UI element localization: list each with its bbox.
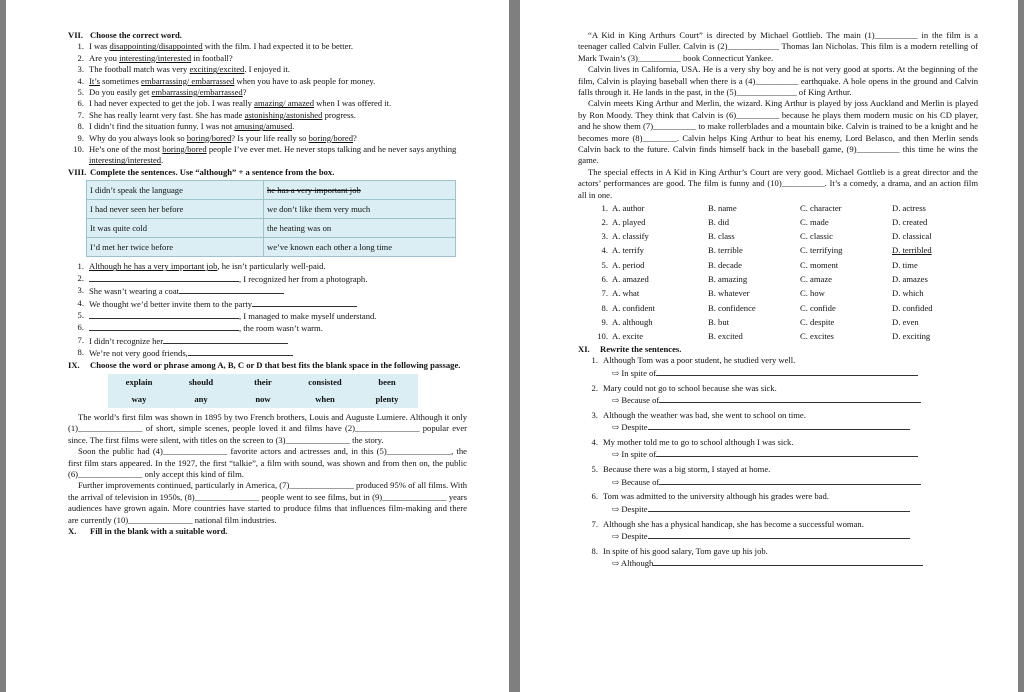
- word-cell: any: [194, 393, 208, 404]
- option-cell: C. confide: [800, 302, 836, 313]
- item-number: 5.: [77, 87, 84, 98]
- list-item: [68, 347, 467, 359]
- list-item: [68, 41, 467, 52]
- option-cell: B. decade: [708, 259, 742, 270]
- item-text: [89, 310, 376, 322]
- item-text: [89, 53, 233, 64]
- item-number: 4.: [77, 297, 84, 308]
- word-choice: boring/bored: [186, 132, 232, 143]
- option-cell: B. confidence: [708, 302, 756, 313]
- item-number: 1.: [77, 41, 84, 52]
- option-cell: D. exciting: [892, 331, 931, 342]
- box-cell: the heating was on: [264, 219, 456, 238]
- list-item: [68, 298, 467, 310]
- word-choice: astonishing/astonished: [244, 109, 323, 120]
- item-number: 2.: [591, 382, 598, 393]
- box-cell: It was quite cold: [87, 219, 264, 238]
- item-number: 8.: [77, 347, 84, 358]
- item-text: Although she has a physical handicap, she has become a successful woman.: [603, 518, 864, 529]
- option-cell: C. classic: [800, 231, 833, 242]
- option-cell: A. excite: [612, 331, 644, 342]
- rewrite-item: [578, 491, 978, 502]
- word-choice: boring/bored: [162, 144, 207, 155]
- answer-blank: [656, 448, 918, 457]
- option-row: [578, 215, 972, 229]
- list-item: [68, 335, 467, 347]
- word-cell: when: [315, 393, 335, 404]
- item-text: [89, 76, 375, 87]
- item-text: [89, 41, 353, 52]
- box-cell: I’d met her twice before: [87, 238, 264, 257]
- option-row: [578, 230, 972, 244]
- item-text-part: , I recognized her from a photograph.: [239, 273, 368, 284]
- option-cell: D. even: [892, 316, 919, 327]
- option-number: 7.: [601, 288, 608, 299]
- option-row: [578, 301, 972, 315]
- item-number: 3.: [77, 285, 84, 296]
- option-cell: C. how: [800, 288, 825, 299]
- box-cell: we’ve known each other a long time: [264, 238, 456, 257]
- word-row: [108, 374, 418, 391]
- option-cell: A. what: [612, 288, 640, 299]
- word-cell: way: [131, 393, 147, 404]
- item-number: 3.: [591, 409, 598, 420]
- item-text-part: , he isn’t particularly well-paid.: [217, 261, 326, 272]
- list-item: [68, 285, 467, 297]
- item-text-part: I didn’t recognize her: [89, 335, 164, 346]
- answer-lead: ⇨ Although: [612, 558, 654, 569]
- word-cell: their: [254, 376, 272, 387]
- item-text: Although the weather was bad, she went to school on time.: [603, 409, 806, 420]
- word-choice: It’s: [89, 75, 100, 86]
- option-cell: D. amazes: [892, 274, 928, 285]
- item-text-part: in football?: [191, 52, 233, 63]
- box-row: [87, 181, 456, 200]
- item-text-part: when I was offered it.: [314, 98, 392, 109]
- word-choice: interesting/interested: [119, 52, 192, 63]
- option-cell: C. amaze: [800, 274, 832, 285]
- word-choice: exciting/excited: [189, 64, 245, 75]
- list-item: [68, 310, 467, 322]
- option-cell: A. period: [612, 259, 645, 270]
- word-cell: explain: [125, 376, 153, 387]
- option-cell: B. whatever: [708, 288, 750, 299]
- answer-lead: ⇨ Despite: [612, 531, 648, 542]
- item-text: [89, 298, 357, 310]
- item-text-part: I had never expected to get the job. I was really: [89, 98, 255, 109]
- option-number: 1.: [601, 202, 608, 213]
- option-cell: C. despite: [800, 316, 835, 327]
- list-item: [68, 110, 467, 121]
- rewrite-item: [578, 464, 978, 475]
- answer-blank: [659, 394, 921, 403]
- option-row: [578, 201, 972, 215]
- item-text: [89, 64, 290, 75]
- item-text-part: . I enjoyed it.: [244, 64, 290, 75]
- option-row: [578, 315, 972, 329]
- item-text-part: He’s one of the most: [89, 144, 163, 155]
- film-paragraph-1: “A Kid in King Arthurs Court” is directed by Michael Gottlieb. The main (1)__________ in the film is a teenager called Calvin Fuller. Calvin is (2)____________ Thomas Ian Nicholas. This film is a modern retelling of Mark Twain’s (3)__________ book Connecticut Yankee.: [578, 30, 978, 63]
- option-cell: D. terribled: [892, 245, 932, 256]
- item-text: Because there was a big storm, I stayed at home.: [603, 464, 771, 475]
- rewrite-answer: [578, 394, 978, 406]
- answer-lead: ⇨ In spite of: [612, 449, 657, 460]
- word-choice: amusing/amused: [234, 121, 293, 132]
- list-item: [68, 121, 467, 132]
- option-cell: A. amazed: [612, 274, 649, 285]
- item-number: 9.: [77, 132, 84, 143]
- item-text-part: ?: [353, 132, 357, 143]
- answer-blank: [252, 298, 357, 307]
- answer-lead: ⇨ Because of: [612, 395, 660, 406]
- answer-lead: ⇨ Despite: [612, 503, 648, 514]
- rewrite-item: [578, 383, 978, 394]
- item-text: [89, 133, 357, 144]
- item-text: Although Tom was a poor student, he studied very well.: [603, 355, 796, 366]
- word-choice: amazing/ amazed: [254, 98, 315, 109]
- item-number: 8.: [77, 121, 84, 132]
- passage-paragraph-3: Further improvements continued, particularly in America, (7)_______________ produced 95% of all films. With the arrival of television in 1950s, (8)_______________ people went to see films, but in (9)_______________ years audiences have grown again. More countries have started to produce films that influences film-making and there are currently (10)_______________ national film industries.: [68, 480, 467, 525]
- rewrite-item: [578, 355, 978, 366]
- answer-blank: [659, 476, 921, 485]
- answer-blank: [648, 421, 910, 430]
- rewrite-answer: [578, 448, 978, 460]
- item-text-part: We thought we’d better invite them to the party: [89, 298, 253, 309]
- list-item: [68, 261, 467, 272]
- item-number: 2.: [77, 52, 84, 63]
- answer-example: Although he has a very important job: [89, 261, 218, 272]
- option-row: [578, 330, 972, 344]
- option-cell: A. played: [612, 216, 646, 227]
- item-text: Mary could not go to school because she was sick.: [603, 382, 777, 393]
- answer-blank: [648, 503, 910, 512]
- option-number: 4.: [601, 245, 608, 256]
- item-text: [89, 98, 391, 109]
- answer-blank: [653, 557, 923, 566]
- answer-lead: ⇨ Despite: [612, 422, 648, 433]
- answer-blank: [656, 367, 918, 376]
- item-text: [89, 110, 356, 121]
- box-cell: we don’t like them very much: [264, 200, 456, 219]
- list-item: [68, 87, 467, 98]
- item-text-part: ? Is your life really so: [231, 132, 309, 143]
- item-text: [89, 261, 326, 272]
- list-item: [68, 133, 467, 144]
- item-text-part: , the room wasn’t warm.: [239, 323, 323, 334]
- item-text: [89, 335, 288, 347]
- item-text-part: Do you easily get: [89, 87, 152, 98]
- item-text-part: She has really learnt very fast. She has made: [89, 109, 245, 120]
- option-cell: C. moment: [800, 259, 839, 270]
- option-cell: B. amazing: [708, 274, 748, 285]
- option-cell: A. although: [612, 316, 653, 327]
- answer-lead: ⇨ Because of: [612, 476, 660, 487]
- passage-paragraph-2: Soon the public had (4)_______________ favorite actors and actresses and, in this (5)_______________, the first film stars appeared. In the 1927, the first “talkie”, a film with sound, was shown and from then on, the public (6)_______________ only accept this kind of film.: [68, 446, 467, 479]
- option-cell: C. made: [800, 216, 829, 227]
- item-number: 7.: [77, 109, 84, 120]
- rewrite-item: [578, 546, 978, 557]
- box-cell: he has a very important job: [264, 181, 456, 200]
- item-text: My mother told me to go to school although I was sick.: [603, 437, 794, 448]
- item-text: [89, 144, 467, 167]
- item-number: 8.: [591, 545, 598, 556]
- item-text: [89, 322, 323, 334]
- rewrite-answer: [578, 421, 978, 433]
- answer-blank: [179, 285, 284, 294]
- item-number: 1.: [591, 355, 598, 366]
- option-row: [578, 273, 972, 287]
- rewrite-item: [578, 437, 978, 448]
- item-text-part: I was: [89, 41, 110, 52]
- option-cell: A. confident: [612, 302, 655, 313]
- item-text-part: Why do you always look so: [89, 132, 187, 143]
- option-cell: B. did: [708, 216, 730, 227]
- item-text-part: Are you: [89, 52, 120, 63]
- option-cell: B. but: [708, 316, 730, 327]
- word-cell: been: [378, 376, 396, 387]
- film-paragraph-3: Calvin meets King Arthur and Merlin, the wizard. King Arthur is played by joss Auckland and Merlin is played by Ron Moody. They think that Calvin is (6)__________ because he plays them modern music on his CD player, and he show them (7)__________ to make rollerblades and a mountain bike. Calvin is trained to be a knight and he becomes more (8)________. Calvin helps King Arthur to beat his enemy, Lord Belasco, and then Merlin sends Calvin back to the future. Calvin finds himself back in the baseball game, (9)__________ this time he wins the game.: [578, 98, 978, 166]
- rewrite-answer: [578, 367, 978, 379]
- item-text: In spite of his good salary, Tom gave up his job.: [603, 545, 768, 556]
- word-choice: disappointing/disappointed: [109, 41, 203, 52]
- item-text-part: with the film. I had expected it to be better.: [202, 41, 353, 52]
- option-cell: D. which: [892, 288, 924, 299]
- section-8-heading: VIII. Complete the sentences. Use “although” + a sentence from the box.: [68, 166, 335, 177]
- film-paragraph-2: Calvin lives in California, USA. He is a very shy boy and he is not very good at sports. At the beginning of the film, Calvin is playing baseball when there is a (4)__________ earthquake. A hole opens in the ground and Calvin falls through it. He lands in the past, in the (5)______________ of King Arthur.: [578, 64, 978, 98]
- option-cell: A. author: [612, 202, 645, 213]
- answer-blank: [163, 335, 288, 344]
- word-choice: embarrassing/ embarrassed: [141, 75, 235, 86]
- word-cell: consisted: [308, 376, 342, 387]
- item-text-part: when you have to ask people for money.: [234, 75, 376, 86]
- item-text: [89, 285, 284, 297]
- rewrite-answer: [578, 503, 978, 515]
- item-number: 5.: [77, 309, 84, 320]
- rewrite-item: [578, 410, 978, 421]
- item-number: 6.: [77, 322, 84, 333]
- item-text: [89, 121, 294, 132]
- option-number: 8.: [601, 302, 608, 313]
- item-number: 4.: [77, 75, 84, 86]
- answer-blank: [89, 273, 239, 282]
- section-10-heading: X. Fill in the blank with a suitable word.: [68, 526, 228, 536]
- option-number: 9.: [601, 316, 608, 327]
- passage-paragraph-1: The world’s first film was shown in 1895 by two French brothers, Louis and Auguste Lumiere. Although it only (1)_______________ of short, simple scenes, people loved it and films have (2)_______________ popular ever since. The first films were silent, with titles on the screen to (3)_______________ the story.: [68, 411, 467, 445]
- list-item: [68, 98, 467, 109]
- option-cell: B. name: [708, 202, 737, 213]
- item-text-part: progress.: [322, 109, 356, 120]
- word-choice: boring/bored: [308, 132, 354, 143]
- list-item: [68, 273, 467, 285]
- answer-blank: [188, 347, 293, 356]
- item-text-part: .: [161, 155, 164, 166]
- rewrite-answer: [578, 476, 978, 488]
- option-cell: C. character: [800, 202, 842, 213]
- option-number: 10.: [597, 331, 608, 342]
- rewrite-item: [578, 519, 978, 530]
- box-row: [87, 200, 456, 219]
- section-7-list: [68, 41, 467, 166]
- section-8-list: [68, 261, 467, 359]
- item-text: [89, 347, 293, 359]
- word-row: [108, 391, 418, 408]
- list-item: [68, 76, 467, 87]
- word-cell: now: [255, 393, 271, 404]
- box-cell: I didn’t speak the language: [87, 181, 264, 200]
- item-text-part: ?: [242, 87, 247, 98]
- item-text-part: .: [292, 121, 295, 132]
- option-cell: D. time: [892, 259, 918, 270]
- option-cell: D. confided: [892, 302, 933, 313]
- item-number: 3.: [77, 64, 84, 75]
- rewrite-answer: [578, 557, 978, 569]
- box-row: [87, 238, 456, 257]
- word-cell: should: [188, 376, 214, 387]
- item-text: [89, 87, 247, 98]
- word-cell: plenty: [375, 393, 399, 404]
- box-row: [87, 219, 456, 238]
- option-cell: A. classify: [612, 231, 649, 242]
- item-text-part: sometimes: [99, 75, 142, 86]
- item-text-part: I didn’t find the situation funny. I was not: [89, 121, 235, 132]
- item-text-part: The football match was very: [89, 64, 190, 75]
- item-text-part: We’re not very good friends,: [89, 348, 188, 359]
- answer-blank: [89, 310, 239, 319]
- option-cell: D. created: [892, 216, 928, 227]
- option-cell: D. classical: [892, 231, 932, 242]
- option-number: 6.: [601, 274, 608, 285]
- sentence-box: [86, 180, 456, 257]
- page-left: [6, 0, 509, 692]
- word-choice: interesting/interested: [89, 155, 162, 166]
- option-number: 2.: [601, 216, 608, 227]
- list-item: [68, 53, 467, 64]
- option-number: 5.: [601, 259, 608, 270]
- item-text-part: people I’ve ever met. He never stops talking and he never says anything: [206, 144, 457, 155]
- option-cell: B. class: [708, 231, 735, 242]
- item-text: Tom was admitted to the university although his grades were bad.: [603, 491, 829, 502]
- page-right: [520, 0, 1018, 692]
- option-cell: B. terrible: [708, 245, 743, 256]
- answer-lead: ⇨ In spite of: [612, 367, 657, 378]
- section-11-list: [578, 355, 978, 569]
- answer-blank: [89, 322, 239, 331]
- section-11-heading: XI. Rewrite the sentences.: [578, 344, 682, 355]
- options-table: [578, 201, 972, 344]
- box-cell: I had never seen her before: [87, 200, 264, 219]
- item-number: 7.: [77, 334, 84, 345]
- word-box: [108, 374, 418, 408]
- item-number: 5.: [591, 464, 598, 475]
- rewrite-answer: [578, 530, 978, 542]
- answer-blank: [648, 530, 910, 539]
- list-item: [68, 64, 467, 75]
- item-text-part: , I managed to make myself understand.: [239, 310, 377, 321]
- option-row: [578, 287, 972, 301]
- item-number: 1.: [77, 261, 84, 272]
- item-number: 2.: [77, 272, 84, 283]
- item-text: [89, 273, 367, 285]
- item-text-part: She wasn’t wearing a coat: [89, 286, 180, 297]
- film-paragraph-4: The special effects in A Kid in King Arthur’s Court are very good. Michael Gottlieb is a great director and the actors’ performances are good. The film is funny and (10)__________. It’s a comedy, a drama, and an action film all in one.: [578, 166, 978, 200]
- section-7-heading: VII. Choose the correct word.: [68, 30, 182, 40]
- option-row: [578, 258, 972, 272]
- item-number: 6.: [77, 98, 84, 109]
- option-row: [578, 244, 972, 258]
- option-cell: B. excited: [708, 331, 743, 342]
- item-number: 10.: [73, 144, 84, 155]
- list-item: [68, 144, 467, 167]
- word-choice: embarrassing/embarrassed: [151, 87, 243, 98]
- item-number: 6.: [591, 491, 598, 502]
- option-cell: D. actress: [892, 202, 926, 213]
- section-9-heading: IX. Choose the word or phrase among A, B, C or D that best fits the blank space in the following passage.: [68, 359, 461, 370]
- option-number: 3.: [601, 231, 608, 242]
- item-number: 4.: [591, 437, 598, 448]
- item-number: 7.: [591, 518, 598, 529]
- option-cell: A. terrify: [612, 245, 644, 256]
- list-item: [68, 322, 467, 334]
- option-cell: C. excites: [800, 331, 834, 342]
- option-cell: C. terrifying: [800, 245, 843, 256]
